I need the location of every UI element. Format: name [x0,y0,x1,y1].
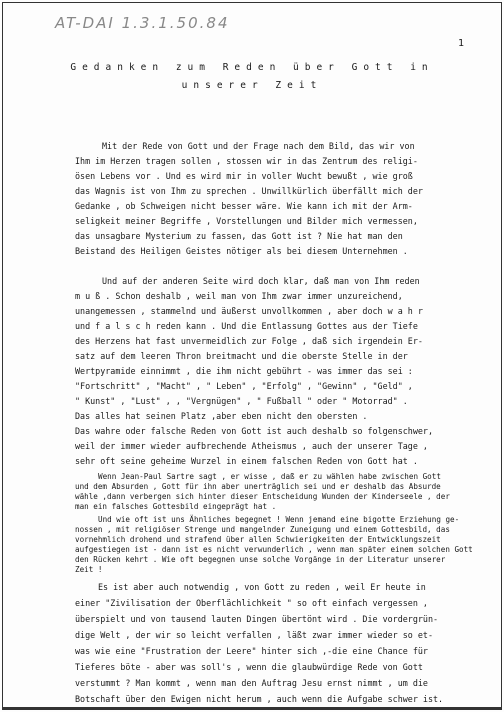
text-line: "Fortschritt" , "Macht" , " Leben" , "Erfolg" , "Gewinn" , "Geld" , [75,381,413,391]
archive-stamp: AT-DAI 1.3.1.50.84 [55,14,230,32]
text-line: Zeit ! [75,565,103,574]
text-line: des Herzens hat fast unvermeidlich zur Folge , daß sich irgendein Er- [75,336,423,346]
page-number: 1 [458,38,465,49]
text-line: unangemessen , stammelnd und äußerst unvollkommen , aber doch w a h r [75,306,423,316]
text-line: dige Welt , der wir so leicht verfallen , läßt zwar immer wieder so et- [75,630,433,640]
text-line: überspielt und von tausend lauten Dingen übertönt wird . Die vordergrün- [75,614,439,624]
text-line: Gedanke , ob Schweigen nicht besser wäre. Wie kann ich mit der Arm- [75,201,413,211]
title-line-1: Gedanken zum Reden über Gott in [70,62,434,73]
text-line: Wertpyramide einnimmt , die ihm nicht gebührt - was immer das sei : [75,366,413,376]
text-line: Und wie oft ist uns Ähnliches begegnet ! Wenn jemand eine bigotte Erziehung ge- [98,515,460,524]
text-line: das Wagnis ist von Ihm zu sprechen . Unwillkürlich überfällt mich der [75,186,423,196]
text-line: m u ß . Schon deshalb , weil man von Ihm zwar immer unzureichend, [75,291,403,301]
text-line: weil der immer wieder aufbrechende Atheismus , auch der unserer Tage , [75,441,428,451]
text-line: und f a l s c h reden kann . Und die Entlassung Gottes aus der Tiefe [75,321,418,331]
text-line: einer "Zivilisation der Oberflächlichkeit " so oft einfach vergessen , [75,598,428,608]
text-line: den Rücken kehrt . Wie oft begegnen unse solche Vorgänge in der Literatur unserer [75,555,446,564]
text-line: " Kunst" , "Lust" , , "Vergnügen" , " Fußball " oder " Motorrad" . [75,396,408,406]
text-line: wähle ,dann verbergen sich hinter dieser Entscheidung Wunden der Kinderseele , der [75,492,450,501]
text-line: Mit der Rede von Gott und der Frage nach dem Bild, das wir von [102,141,415,151]
text-line: und dem Absurden , Gott für ihn aber unerträglich sei und er deshalb das Absurde [75,482,441,491]
text-line: Das wahre oder falsche Reden von Gott ist auch deshalb so folgenschwer, [75,426,433,436]
text-line: Es ist aber auch notwendig , von Gott zu reden , weil Er heute in [98,582,426,592]
text-line: verstummt ? Man kommt , wenn man den Auftrag Jesu ernst nimmt , um die [75,678,428,688]
text-line: sehr oft seine geheime Wurzel in einem falschen Reden von Gott hat . [75,456,418,466]
text-line: nossen , mit religiöser Strenge und mangelnder Zuneigung und einem Gottesbild, das [75,525,450,534]
text-line: was wie eine "Frustration der Leere" hinter sich ,-die eine Chance für [75,646,428,656]
text-line: das unsagbare Mysterium zu fassen, das Gott ist ? Nie hat man den [75,231,403,241]
text-line: satz auf dem leeren Thron breitmacht und die oberste Stelle in der [75,351,408,361]
text-line: ösen Lebens vor . Und es wird mir in voller Wucht bewußt , wie groß [75,171,413,181]
text-line: Das alles hat seinen Platz ,aber eben nicht den obersten . [75,411,368,421]
text-line: seligkeit meiner Begriffe , Vorstellungen und Bilder mich vermessen, [75,216,418,226]
title-line-2: unserer Zeit [181,80,323,91]
text-line: man ein falsches Gottesbild eingeprägt hat . [75,502,277,511]
text-line: Botschaft über den Ewigen nicht herum , auch wenn die Aufgabe schwer ist. [75,694,444,704]
text-line: Beistand des Heiligen Geistes nötiger als bei diesem Unternehmen . [75,246,408,256]
text-line: Tieferes böte - aber was soll's , wenn die glaubwürdige Rede von Gott [75,662,423,672]
text-line: Wenn Jean-Paul Sartre sagt , er wisse , daß er zu wählen habe zwischen Gott [98,472,441,481]
text-line: Und auf der anderen Seite wird doch klar, daß man von Ihm reden [102,276,420,286]
text-line: vornehmlich drohend und strafend über allen Schwierigkeiten der Entwicklungszeit [75,535,441,544]
text-line: Ihm im Herzen tragen sollen , stossen wir in das Zentrum des religi- [75,156,418,166]
text-line: aufgestiegen ist - dann ist es nicht verwunderlich , wenn man später einem solchen Gott [75,545,473,554]
